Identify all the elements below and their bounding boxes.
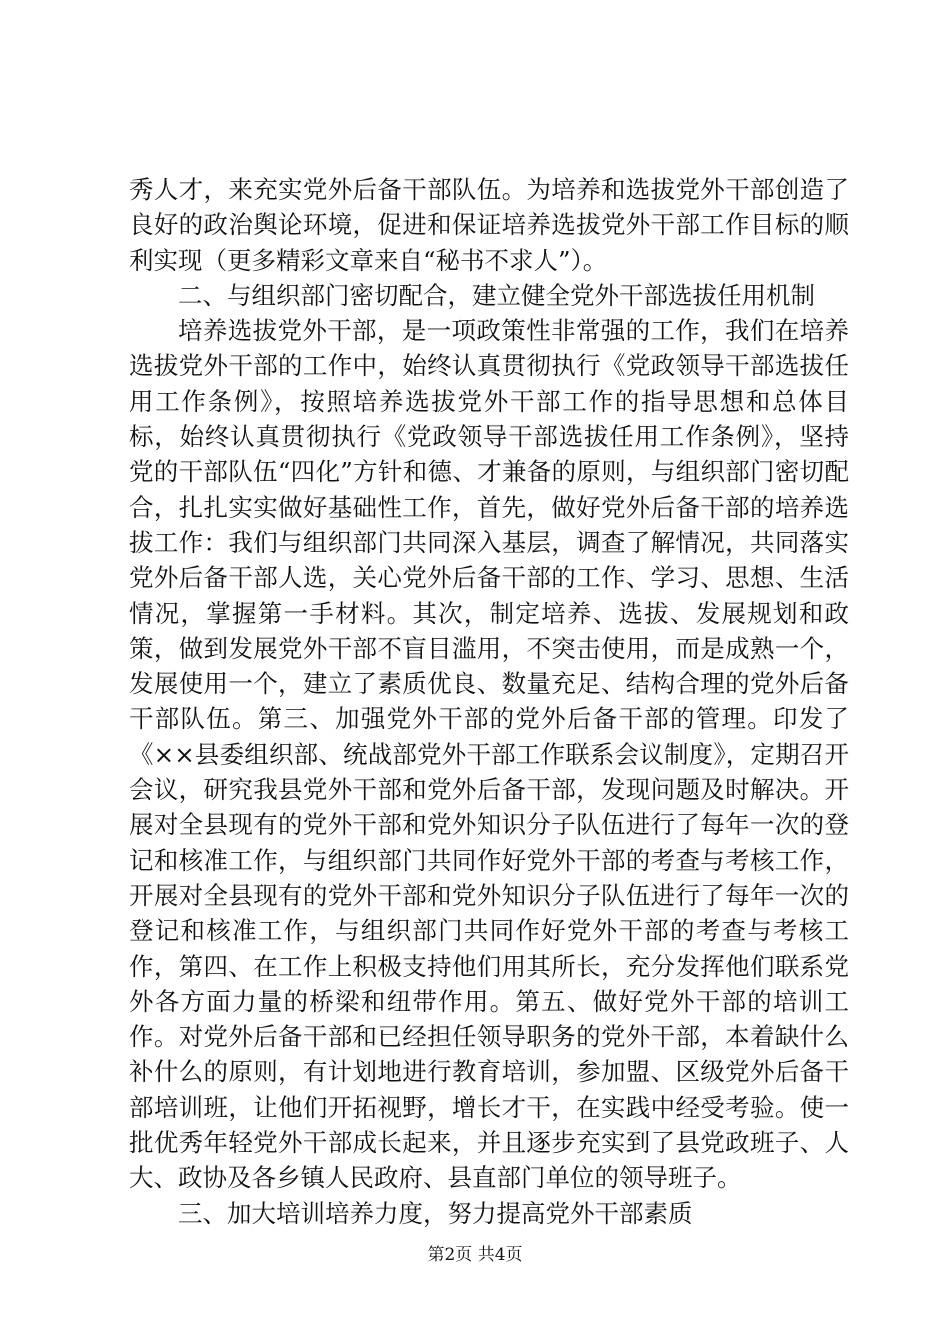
paragraph-body: 培养选拔党外干部，是一项政策性非常强的工作，我们在培养选拔党外干部的工作中，始终认真贯彻执行《党政领导干部选拔任用工作条例》，按照培养选拔党外干部工作的指导思想和总体目标，始终认真贯彻执行《党政领导干部选拔任用工作条例》，坚持党的干部队伍“四化”方针和德、才兼备的原则，与组织部门密切配合，扎扎实实做好基础性工作，首先，做好党外后备干部的培养选拔工作：我们与组织部门共同深入基层，调查了解情况，共同落实党外后备干部人选，关心党外后备干部的工作、学习、思想、生活情况，掌握第一手材料。其次，制定培养、选拔、发展规划和政策，做到发展党外干部不盲目滥用，不突击使用，而是成熟一个，发展使用一个，建立了素质优良、数量充足、结构合理的党外后备干部队伍。第三、加强党外干部的党外后备干部的管理。印发了《××县委组织部、统战部党外干部工作联系会议制度》，定期召开会议，研究我县党外干部和党外后备干部，发现问题及时解决。开展对全县现有的党外干部和党外知识分子队伍进行了每年一次的登记和核准工作，与组织部门共同作好党外干部的考查与考核工作，开展对全县现有的党外干部和党外知识分子队伍进行了每年一次的登记和核准工作，与组织部门共同作好党外干部的考查与考核工作，第四、在工作上积极支持他们用其所长，充分发挥他们联系党外各方面力量的桥梁和纽带作用。第五、做好党外干部的培训工作。对党外后备干部和已经担任领导职务的党外干部，本着缺什么补什么的原则，有计划地进行教育培训，参加盟、区级党外后备干部培训班，让他们开拓视野，增长才干，在实践中经受考验。使一批优秀年轻党外干部成长起来，并且逐步充实到了县党政班子、人大、政协及各乡镇人民政府、县直部门单位的领导班子。 — [129, 316, 849, 1193]
page-footer — [0, 1244, 950, 1266]
page-number-label: 第2页 共4页 — [427, 1245, 523, 1265]
paragraph-continuation: 秀人才，来充实党外后备干部队伍。为培养和选拔党外干部创造了良好的政治舆论环境，促进和保证培养选拔党外干部工作目标的顺利实现（更多精彩文章来自“秘书不求人”）。 — [129, 175, 849, 275]
section-heading-2: 二、与组织部门密切配合，建立健全党外干部选拔任用机制 — [178, 280, 815, 310]
document-body — [129, 172, 849, 1231]
section-heading-3: 三、加大培训培养力度，努力提高党外干部素质 — [178, 1198, 693, 1228]
